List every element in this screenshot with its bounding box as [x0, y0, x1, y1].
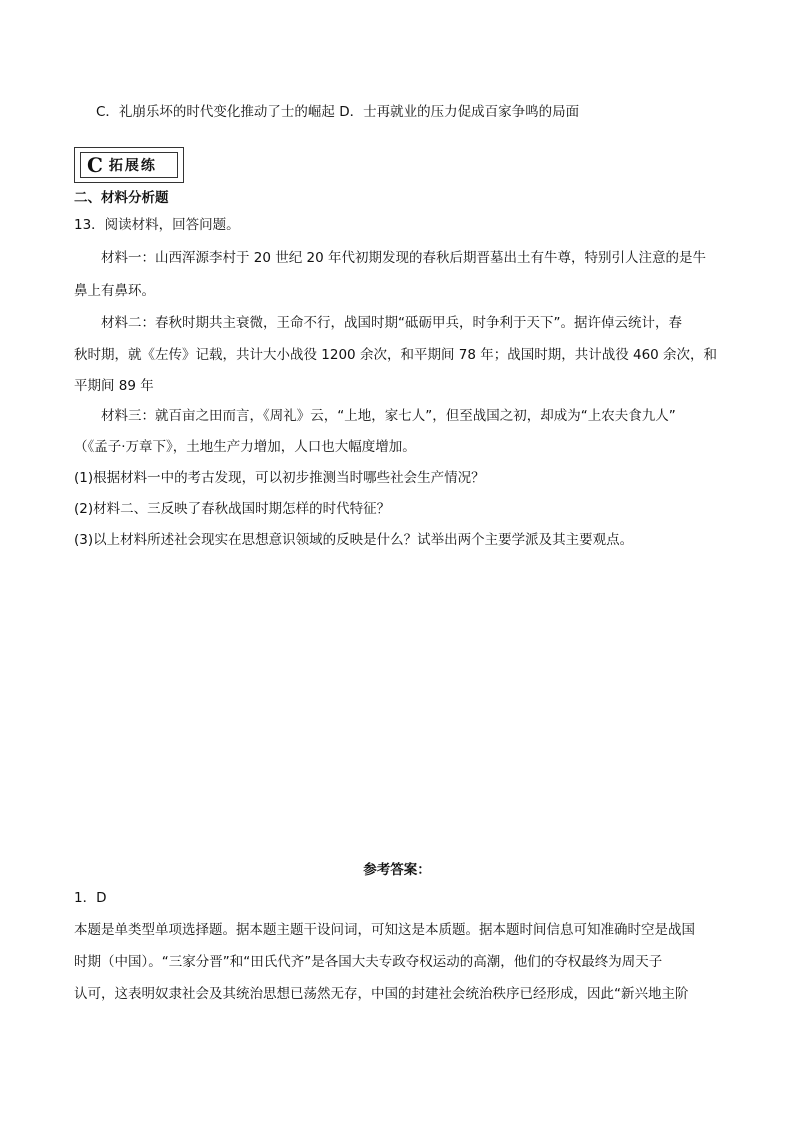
section-badge-letter: C	[87, 153, 105, 177]
sub-question-1: (1)根据材料一中的考古发现，可以初步推测当时哪些社会生产情况？	[74, 470, 485, 486]
material-1-line-2: 鼻上有鼻环。	[74, 283, 155, 299]
section-badge-inner	[80, 152, 178, 178]
section-badge	[74, 147, 184, 183]
option-line: C．礼崩乐坏的时代变化推动了士的崛起 D．士再就业的压力促成百家争鸣的局面	[96, 104, 580, 120]
answer-paragraph-line-1: 本题是单类型单项选择题。据本题主题干设问词，可知这是本质题。据本题时间信息可知准确时空是战国	[74, 922, 695, 938]
answers-title: 参考答案：	[363, 862, 431, 878]
material-2-line-1: 材料二：春秋时期共主衰微，王命不行，战国时期“砥砺甲兵，时争利于天下”。据许倬云统计，春	[101, 315, 682, 331]
answer-1: 1．D	[74, 890, 107, 906]
material-1-line-1: 材料一：山西浑源李村于 20 世纪 20 年代初期发现的春秋后期晋墓出土有牛尊，特别引人注意的是牛	[101, 250, 707, 266]
material-3-line-2: （《孟子·万章下》，土地生产力增加，人口也大幅度增加。	[74, 439, 416, 455]
answer-paragraph-line-2: 时期（中国）。“三家分晋”和“田氏代齐”是各国大夫专政夺权运动的高潮，他们的夺权最终为周天子	[74, 954, 663, 970]
material-2-line-2: 秋时期，就《左传》记载，共计大小战役 1200 余次，和平期间 78 年；战国时期，共计战役 460 余次，和	[74, 347, 718, 363]
question-stem: 13．阅读材料，回答问题。	[74, 217, 240, 233]
answer-paragraph-line-3: 认可，这表明奴隶社会及其统治思想已荡然无存，中国的封建社会统治秩序已经形成，因此“新兴地主阶	[74, 986, 689, 1002]
section-heading: 二、材料分析题	[74, 190, 169, 206]
material-3-line-1: 材料三：就百亩之田而言，《周礼》云，“上地，家七人”，但至战国之初，却成为“上农夫食九人”	[101, 408, 676, 424]
sub-question-2: (2)材料二、三反映了春秋战国时期怎样的时代特征？	[74, 501, 391, 517]
section-badge-label: 拓展练	[108, 158, 157, 174]
sub-question-3: (3)以上材料所述社会现实在思想意识领域的反映是什么？试举出两个主要学派及其主要观点。	[74, 532, 634, 548]
material-2-line-3: 平期间 89 年	[74, 378, 154, 394]
